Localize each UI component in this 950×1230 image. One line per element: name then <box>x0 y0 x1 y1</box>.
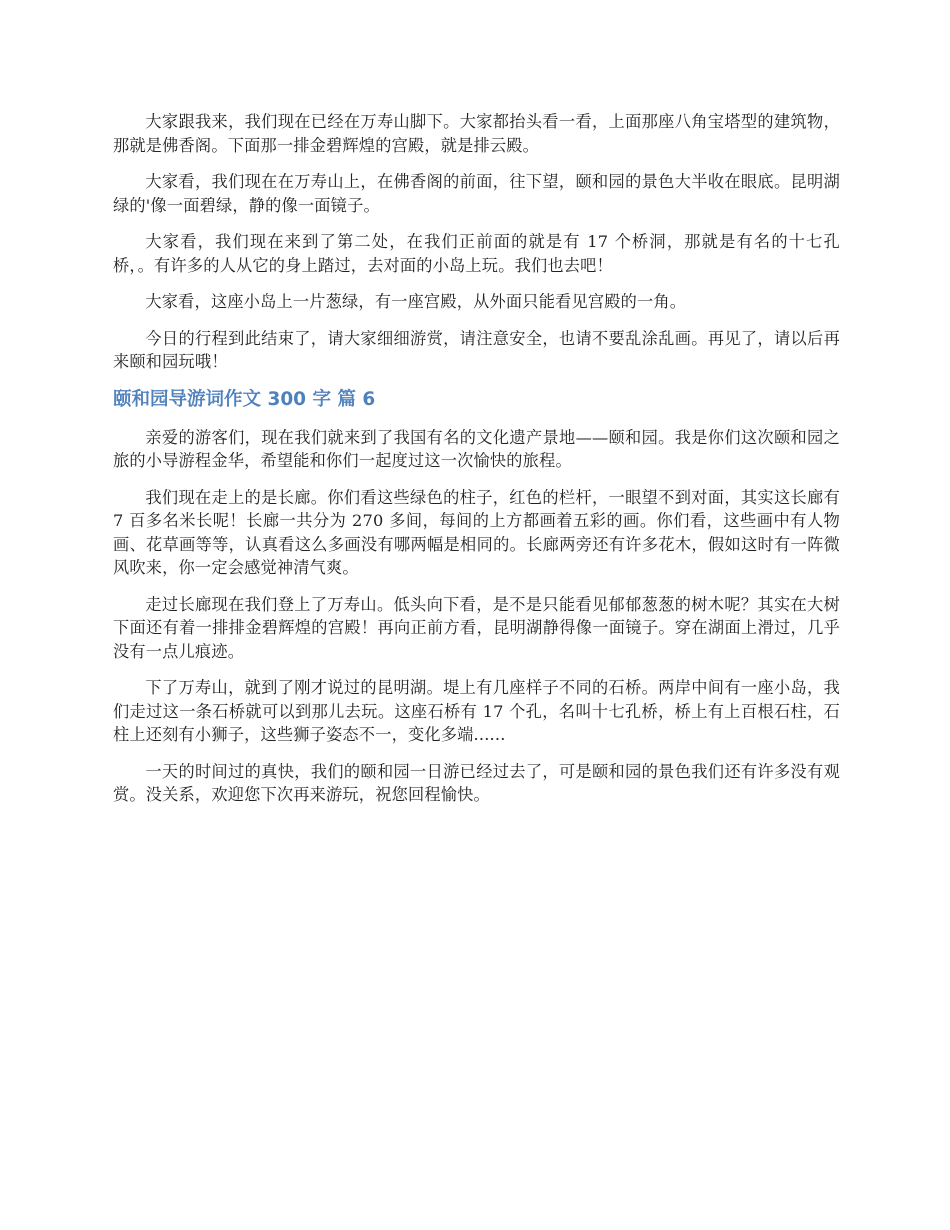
paragraph: 我们现在走上的是长廊。你们看这些绿色的柱子，红色的栏杆，一眼望不到对面，其实这长廊有 7 百多名米长呢！长廊一共分为 270 多间，每间的上方都画着五彩的画。你们看，这些画中有人物画、花草画等等，认真看这么多画没有哪两幅是相同的。长廊两旁还有许多花木，假如这时有一阵微风吹来，你一定会感觉神清气爽。 <box>113 487 840 577</box>
paragraph: 亲爱的游客们，现在我们就来到了我国有名的文化遗产景地——颐和园。我是你们这次颐和园之旅的小导游程金华，希望能和你们一起度过这一次愉快的旅程。 <box>113 427 840 470</box>
paragraph: 大家看，我们现在在万寿山上，在佛香阁的前面，往下望，颐和园的景色大半收在眼底。昆明湖绿的'像一面碧绿，静的像一面镜子。 <box>113 172 840 215</box>
paragraph: 下了万寿山，就到了刚才说过的昆明湖。堤上有几座样子不同的石桥。两岸中间有一座小岛，我们走过这一条石桥就可以到那儿去玩。这座石桥有 17 个孔，名叫十七孔桥，桥上有上百根石柱，石柱上还刻有小狮子，这些狮子姿态不一，变化多端...... <box>113 678 840 744</box>
paragraph: 大家看，我们现在来到了第二处，在我们正前面的就是有 17 个桥洞，那就是有名的十七孔桥，。有许多的人从它的身上踏过，去对面的小岛上玩。我们也去吧！ <box>113 232 840 275</box>
paragraph: 走过长廊现在我们登上了万寿山。低头向下看，是不是只能看见郁郁葱葱的树木呢？其实在大树下面还有着一排排金碧辉煌的宫殿！再向正前方看，昆明湖静得像一面镜子。穿在湖面上滑过，几乎没有一点儿痕迹。 <box>113 594 840 661</box>
paragraph: 一天的时间过的真快，我们的颐和园一日游已经过去了，可是颐和园的景色我们还有许多没有观赏。没关系，欢迎您下次再来游玩，祝您回程愉快。 <box>113 761 840 804</box>
document-body <box>113 110 840 820</box>
paragraph: 大家看，这座小岛上一片葱绿，有一座宫殿，从外面只能看见宫殿的一角。 <box>145 292 687 311</box>
paragraph: 大家跟我来，我们现在已经在万寿山脚下。大家都抬头看一看，上面那座八角宝塔型的建筑物，那就是佛香阁。下面那一排金碧辉煌的宫殿，就是排云殿。 <box>113 112 840 155</box>
paragraph: 今日的行程到此结束了，请大家细细游赏，请注意安全，也请不要乱涂乱画。再见了，请以后再来颐和园玩哦！ <box>113 328 840 371</box>
section-heading: 颐和园导游词作文 300 字 篇 6 <box>113 388 376 410</box>
